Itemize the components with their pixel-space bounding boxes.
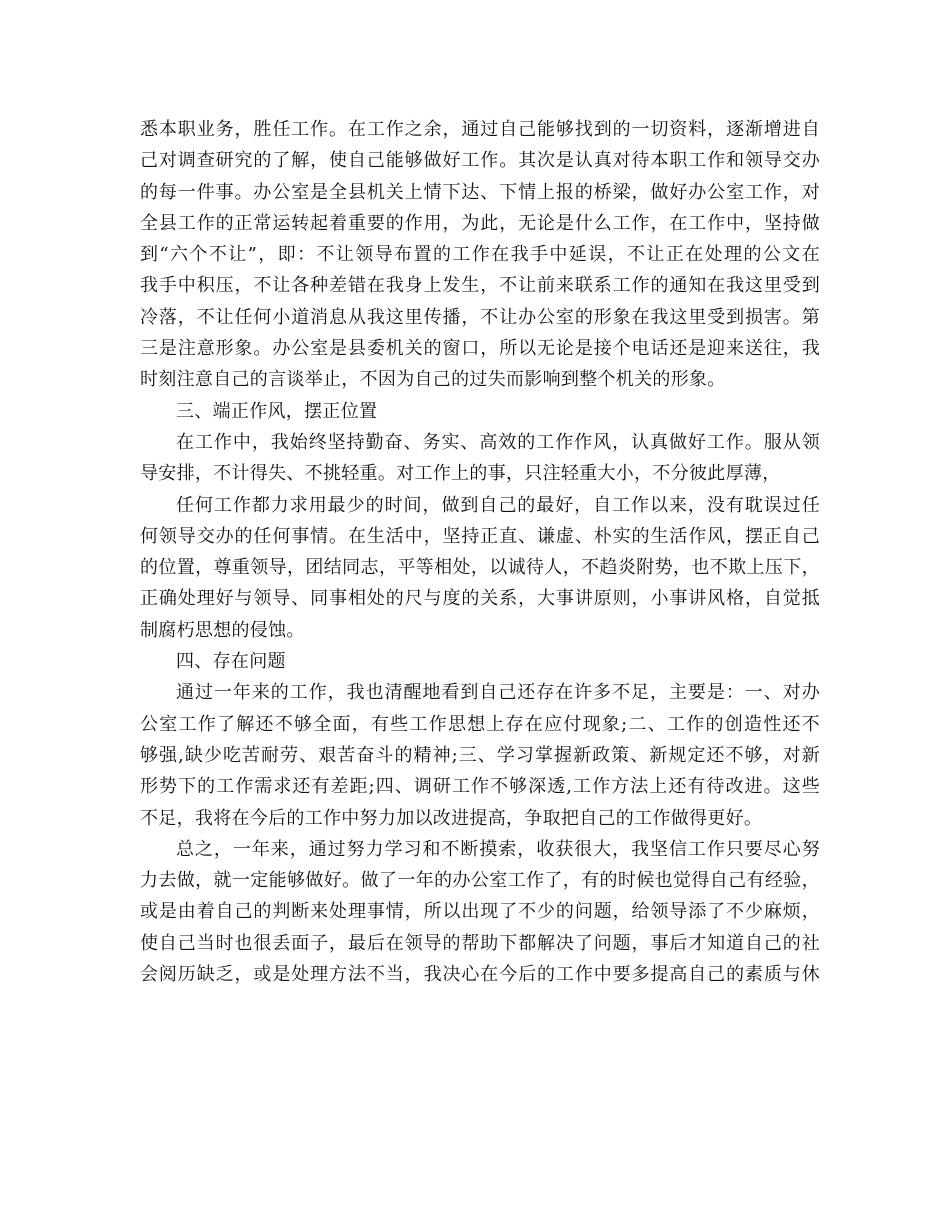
text-line: 会阅历缺乏，或是处理方法不当，我决心在今后的工作中要多提高自己的素质与休 — [140, 964, 820, 986]
text-line: 的每一件事。办公室是全县机关上情下达、下情上报的桥梁，做好办公室工作，对 — [140, 181, 820, 203]
text-line: 三是注意形象。办公室是县委机关的窗口，所以无论是接个电话还是迎来送往，我 — [140, 338, 820, 360]
text-line: 公室工作了解还不够全面，有些工作思想上存在应付现象;二、工作的创造性还不 — [140, 713, 820, 735]
text-line: 制腐朽思想的侵蚀。 — [140, 619, 305, 641]
text-line: 到“六个不让”，即：不让领导布置的工作在我手中延误，不让正在处理的公文在 — [140, 244, 820, 266]
text-line: 何领导交办的任何事情。在生活中，坚持正直、谦虚、朴实的生活作风，摆正自己 — [140, 525, 820, 547]
text-line: 悉本职业务，胜任工作。在工作之余，通过自己能够找到的一切资料，逐渐增进自 — [140, 119, 820, 140]
text-line: 或是由着自己的判断来处理事情，所以出现了不少的问题，给领导添了不少麻烦， — [140, 901, 820, 923]
text-line: 总之，一年来，通过努力学习和不断摸索，收获很大，我坚信工作只要尽心努 — [176, 838, 820, 860]
text-line: 四、存在问题 — [176, 651, 286, 673]
text-line: 全县工作的正常运转起着重要的作用，为此，无论是什么工作，在工作中，坚持做 — [140, 212, 820, 234]
text-line: 冷落，不让任何小道消息从我这里传播，不让办公室的形象在我这里受到损害。第 — [140, 306, 820, 328]
text-line: 的位置，尊重领导，团结同志，平等相处，以诚待人，不趋炎附势，也不欺上压下， — [140, 557, 820, 579]
text-line: 使自己当时也很丢面子，最后在领导的帮助下都解决了问题，事后才知道自己的社 — [140, 932, 820, 954]
text-line: 够强,缺少吃苦耐劳、艰苦奋斗的精神;三、学习掌握新政策、新规定还不够，对新 — [140, 744, 820, 766]
document-body — [140, 114, 820, 990]
text-line: 三、端正作风，摆正位置 — [176, 400, 378, 422]
text-line: 不足，我将在今后的工作中努力加以改进提高，争取把自己的工作做得更好。 — [140, 807, 763, 829]
text-line: 任何工作都力求用最少的时间，做到自己的最好，自工作以来，没有耽误过任 — [176, 494, 820, 516]
text-line: 我手中积压，不让各种差错在我身上发生，不让前来联系工作的通知在我这里受到 — [140, 275, 820, 297]
text-line: 己对调查研究的了解，使自己能够做好工作。其次是认真对待本职工作和领导交办 — [140, 150, 820, 172]
text-line: 在工作中，我始终坚持勤奋、务实、高效的工作作风，认真做好工作。服从领 — [176, 431, 820, 453]
text-line: 通过一年来的工作，我也清醒地看到自己还存在许多不足，主要是：一、对办 — [176, 682, 820, 704]
text-line: 时刻注意自己的言谈举止，不因为自己的过失而影响到整个机关的形象。 — [140, 369, 726, 391]
text-line: 导安排，不计得失、不挑轻重。对工作上的事，只注轻重大小，不分彼此厚薄， — [140, 463, 781, 485]
text-line: 形势下的工作需求还有差距;四、调研工作不够深透,工作方法上还有待改进。这些 — [140, 776, 820, 798]
text-line: 正确处理好与领导、同事相处的尺与度的关系，大事讲原则，小事讲风格，自觉抵 — [140, 588, 820, 610]
text-line: 力去做，就一定能够做好。做了一年的办公室工作了，有的时候也觉得自己有经验， — [140, 870, 820, 892]
